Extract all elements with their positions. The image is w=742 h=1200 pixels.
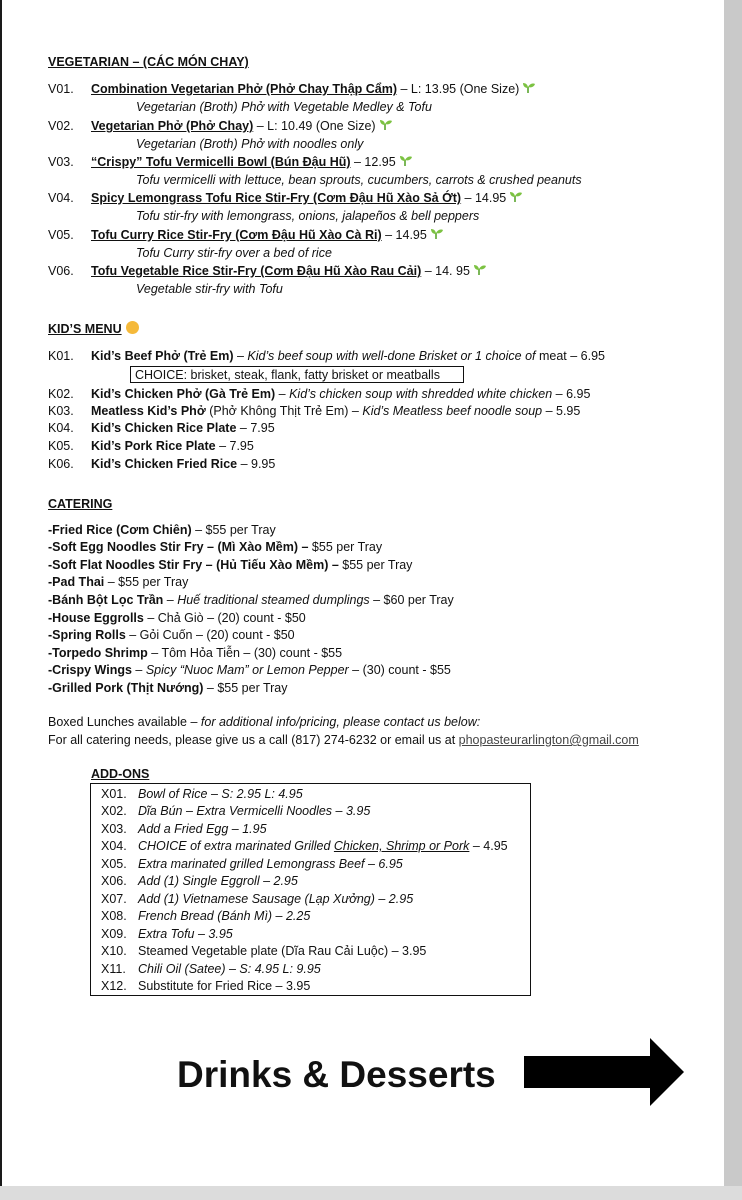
item-code: V02.: [48, 119, 74, 133]
drinks-desserts-label[interactable]: Drinks & Desserts: [177, 1054, 496, 1095]
item-price: – L: 13.95 (One Size): [397, 82, 520, 96]
seedling-icon: [430, 228, 444, 240]
addons-box: [90, 783, 531, 996]
item-separator: –: [275, 387, 290, 401]
seedling-icon: [399, 155, 413, 167]
kids-section-title: [48, 322, 122, 336]
addon-text: Substitute for Fried Rice – 3.95: [138, 979, 311, 993]
addon-text: Add (1) Vietnamese Sausage (Lạp Xưởng) – 2.95: [138, 892, 414, 906]
catering-item-name: -Bánh Bột Lọc Trần: [48, 593, 164, 607]
menu-item-v03: [91, 154, 413, 170]
seedling-icon: [522, 82, 536, 94]
catering-item: [48, 522, 276, 538]
menu-item-v05: [91, 227, 444, 243]
catering-item-separator: –: [163, 593, 178, 607]
menu-page: [2, 0, 724, 1200]
item-code: V06.: [48, 264, 74, 278]
item-price: – 5.95: [542, 404, 581, 418]
addon-text: Extra Tofu – 3.95: [138, 927, 233, 941]
addon-text: Bowl of Rice – S: 2.95 L: 4.95: [138, 787, 303, 801]
addon-text-choices: Chicken, Shrimp or Pork: [333, 839, 470, 853]
email-link[interactable]: phopasteurarlington@gmail.com: [458, 733, 639, 747]
item-code: K01.: [48, 349, 74, 363]
catering-item: [48, 627, 295, 643]
catering-item-price: – $55 per Tray: [203, 681, 288, 695]
catering-section-title: CATERING: [48, 497, 113, 511]
item-code: V05.: [48, 228, 74, 242]
catering-item: [48, 662, 451, 678]
catering-contact: [48, 732, 639, 748]
item-description: Tofu vermicelli with lettuce, bean sprouts, cucumbers, carrots & crushed peanuts: [136, 173, 582, 187]
item-price: meat – 6.95: [535, 349, 606, 363]
item-code: K02.: [48, 387, 74, 401]
catering-item-price: $55 per Tray: [308, 540, 383, 554]
catering-item-description: Huế traditional steamed dumplings: [177, 593, 370, 607]
catering-item-price: – $60 per Tray: [369, 593, 454, 607]
addon-code: X09.: [101, 927, 127, 941]
addon-code: X07.: [101, 892, 127, 906]
item-description: Kid’s Meatless beef noodle soup: [362, 404, 543, 418]
catering-item-separator: –: [131, 663, 146, 677]
boxed-lunches-info: for additional info/pricing, please contact us below:: [200, 715, 481, 729]
addon-text: Add (1) Single Eggroll – 2.95: [138, 874, 298, 888]
item-name: Kid’s Pork Rice Plate: [91, 439, 216, 453]
addon-code: X02.: [101, 804, 127, 818]
menu-item-k06: [91, 456, 275, 472]
item-name: Tofu Curry Rice Stir-Fry (Cơm Đậu Hũ Xào Cà Ri): [91, 228, 382, 242]
menu-item-v06: [91, 263, 487, 279]
catering-item: [48, 610, 306, 626]
item-code: K05.: [48, 439, 74, 453]
catering-item-name: -Fried Rice (Cơm Chiên): [48, 523, 192, 537]
addon-text: [138, 838, 508, 854]
catering-item-price: – (30) count - $55: [348, 663, 451, 677]
item-price: – L: 10.49 (One Size): [253, 119, 376, 133]
menu-item-v04: [91, 190, 523, 206]
catering-item-price: – $55 per Tray: [191, 523, 276, 537]
item-price: – 6.95: [552, 387, 591, 401]
catering-item-description: Spicy “Nuoc Mam” or Lemon Pepper: [145, 663, 349, 677]
item-description: Kid’s chicken soup with shredded white chicken: [289, 387, 553, 401]
menu-item-k03: [91, 403, 580, 419]
item-code: V01.: [48, 82, 74, 96]
catering-item-name: -Soft Flat Noodles Stir Fry – (Hủ Tiếu Xào Mềm) –: [48, 558, 339, 572]
catering-item-name: -Spring Rolls: [48, 628, 126, 642]
item-name: Kid’s Chicken Fried Rice: [91, 457, 238, 471]
catering-item: [48, 539, 382, 555]
vegetarian-section-title: VEGETARIAN – (CÁC MÓN CHAY): [48, 55, 249, 69]
seedling-icon: [379, 119, 393, 131]
addon-code: X08.: [101, 909, 127, 923]
addon-code: X06.: [101, 874, 127, 888]
item-name: Kid’s Beef Phở (Trẻ Em): [91, 349, 234, 363]
menu-item-v01: [91, 81, 536, 97]
item-code: K03.: [48, 404, 74, 418]
item-name: “Crispy” Tofu Vermicelli Bowl (Bún Đậu Hũ): [91, 155, 351, 169]
item-name: Meatless Kid’s Phở: [91, 404, 206, 418]
catering-item-price: – Gỏi Cuốn – (20) count - $50: [125, 628, 295, 642]
catering-item-price: – Tôm Hỏa Tiễn – (30) count - $55: [147, 646, 343, 660]
addon-text: Extra marinated grilled Lemongrass Beef – 6.95: [138, 857, 403, 871]
menu-item-v02: [91, 118, 393, 134]
catering-item: [48, 557, 412, 573]
item-description: Vegetarian (Broth) Phở with Vegetable Medley & Tofu: [136, 100, 432, 114]
item-price: – 14. 95: [421, 264, 470, 278]
catering-item-name: -House Eggrolls: [48, 611, 144, 625]
catering-item-name: -Grilled Pork (Thịt Nướng): [48, 681, 204, 695]
seedling-icon: [473, 264, 487, 276]
boxed-lunches-note: [48, 714, 480, 730]
catering-item-name: -Pad Thai: [48, 575, 105, 589]
menu-item-k05: [91, 438, 254, 454]
item-price: – 14.95: [381, 228, 427, 242]
baby-face-icon: [126, 321, 139, 334]
menu-item-k02: [91, 386, 590, 402]
item-name: Vegetarian Phở (Phở Chay): [91, 119, 254, 133]
item-separator: (Phở Không Thịt Trẻ Em) –: [205, 404, 363, 418]
addon-code: X04.: [101, 839, 127, 853]
item-separator: –: [233, 349, 248, 363]
addon-text: Chili Oil (Satee) – S: 4.95 L: 9.95: [138, 962, 321, 976]
contact-text: For all catering needs, please give us a call (817) 274-6232 or email us at: [48, 733, 459, 747]
seedling-icon: [509, 191, 523, 203]
item-description: Vegetarian (Broth) Phở with noodles only: [136, 137, 364, 151]
page-edge-shadow: [724, 0, 742, 1200]
item-code: K04.: [48, 421, 74, 435]
item-description: Tofu Curry stir-fry over a bed of rice: [136, 246, 332, 260]
catering-item: [48, 645, 342, 661]
addon-code: X12.: [101, 979, 127, 993]
addon-code: X03.: [101, 822, 127, 836]
kids-choice-box: CHOICE: brisket, steak, flank, fatty brisket or meatballs: [130, 366, 464, 383]
item-description: Kid’s beef soup with well-done Brisket or 1 choice of: [247, 349, 536, 363]
item-price: – 12.95: [350, 155, 396, 169]
kids-title-text: KID’S MENU: [48, 322, 122, 336]
item-code: V03.: [48, 155, 74, 169]
boxed-lunches-text: Boxed Lunches available –: [48, 715, 201, 729]
addons-section-title: ADD-ONS: [91, 767, 150, 781]
item-name: Spicy Lemongrass Tofu Rice Stir-Fry (Cơm Đậu Hũ Xào Sả Ớt): [91, 191, 462, 205]
catering-item-price: $55 per Tray: [338, 558, 413, 572]
catering-item: [48, 574, 188, 590]
item-code: K06.: [48, 457, 74, 471]
item-name: Kid’s Chicken Phở (Gà Trẻ Em): [91, 387, 276, 401]
item-code: V04.: [48, 191, 74, 205]
item-name: Tofu Vegetable Rice Stir-Fry (Cơm Đậu Hũ Xào Rau Cải): [91, 264, 422, 278]
item-price: – 9.95: [237, 457, 276, 471]
menu-item-k01: [91, 348, 605, 364]
item-name: Combination Vegetarian Phở (Phở Chay Thập Cẩm): [91, 82, 398, 96]
addon-text: Add a Fried Egg – 1.95: [138, 822, 267, 836]
addon-code: X01.: [101, 787, 127, 801]
catering-item-price: – Chả Giò – (20) count - $50: [143, 611, 306, 625]
arrow-right-icon[interactable]: [522, 1036, 686, 1108]
catering-item-name: -Soft Egg Noodles Stir Fry – (Mì Xào Mềm) –: [48, 540, 309, 554]
catering-item-name: -Crispy Wings: [48, 663, 132, 677]
addon-text: Steamed Vegetable plate (Dĩa Rau Cải Luộc) – 3.95: [138, 944, 427, 958]
bottom-edge: [0, 1186, 742, 1200]
item-name: Kid’s Chicken Rice Plate: [91, 421, 237, 435]
catering-item: [48, 680, 288, 696]
addon-code: X05.: [101, 857, 127, 871]
catering-item-price: – $55 per Tray: [104, 575, 189, 589]
item-description: Tofu stir-fry with lemongrass, onions, jalapeños & bell peppers: [136, 209, 480, 223]
item-price: – 14.95: [461, 191, 507, 205]
catering-item: [48, 592, 454, 608]
item-description: Vegetable stir-fry with Tofu: [136, 282, 283, 296]
menu-item-k04: [91, 420, 275, 436]
item-price: – 7.95: [236, 421, 275, 435]
addon-text: French Bread (Bánh Mì) – 2.25: [138, 909, 311, 923]
item-price: – 7.95: [215, 439, 254, 453]
addon-price: – 4.95: [469, 839, 508, 853]
addon-code: X11.: [101, 962, 126, 976]
addon-text: Dĩa Bún – Extra Vermicelli Noodles – 3.95: [138, 804, 371, 818]
addon-code: X10.: [101, 944, 127, 958]
addon-text-part: CHOICE of extra marinated Grilled: [138, 839, 334, 853]
catering-item-name: -Torpedo Shrimp: [48, 646, 148, 660]
